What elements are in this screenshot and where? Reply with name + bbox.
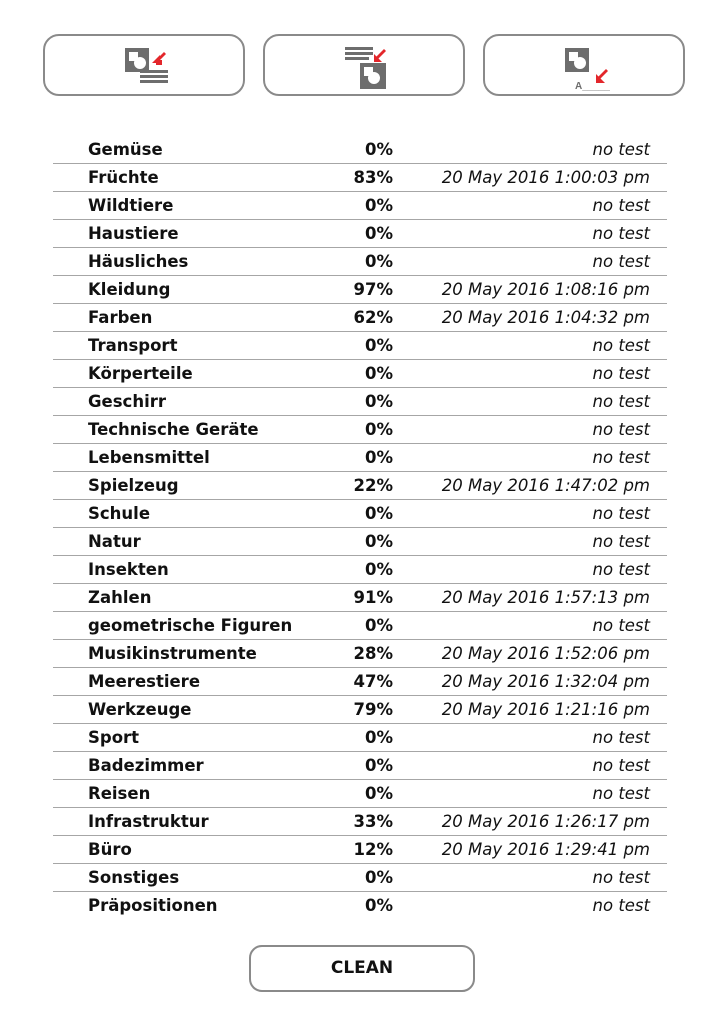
score-percent: 0% <box>364 196 393 215</box>
category-name: Präpositionen <box>88 896 218 915</box>
table-row <box>53 752 667 780</box>
category-name: Gemüse <box>88 140 163 159</box>
test-date: no test <box>592 532 650 551</box>
table-row <box>53 696 667 724</box>
table-row <box>53 640 667 668</box>
score-percent: 83% <box>353 168 393 187</box>
category-name: Infrastruktur <box>88 812 209 831</box>
table-row <box>53 612 667 640</box>
rename-button[interactable] <box>483 34 685 96</box>
test-date: 20 May 2016 1:04:32 pm <box>441 308 650 327</box>
score-percent: 0% <box>364 140 393 159</box>
rename-icon-text: A_____ <box>575 81 610 91</box>
table-row <box>53 864 667 892</box>
category-name: geometrische Figuren <box>88 616 293 635</box>
test-date: no test <box>592 784 650 803</box>
category-name: Schule <box>88 504 151 523</box>
score-percent: 0% <box>364 392 393 411</box>
test-date: no test <box>592 756 650 775</box>
table-row <box>53 360 667 388</box>
category-name: Körperteile <box>88 364 193 383</box>
test-date: 20 May 2016 1:00:03 pm <box>441 168 650 187</box>
test-date: 20 May 2016 1:08:16 pm <box>441 280 650 299</box>
score-percent: 12% <box>353 840 393 859</box>
table-row <box>53 472 667 500</box>
category-name: Zahlen <box>88 588 152 607</box>
score-percent: 0% <box>364 728 393 747</box>
category-name: Natur <box>88 532 141 551</box>
score-percent: 22% <box>353 476 393 495</box>
rename-icon <box>560 43 610 91</box>
category-name: Insekten <box>88 560 169 579</box>
category-name: Transport <box>88 336 178 355</box>
test-date: no test <box>592 252 650 271</box>
table-row <box>53 416 667 444</box>
category-name: Haustiere <box>88 224 179 243</box>
import-button[interactable] <box>263 34 465 96</box>
table-row <box>53 780 667 808</box>
table-row <box>53 528 667 556</box>
score-percent: 0% <box>364 336 393 355</box>
test-date: no test <box>592 448 650 467</box>
table-row <box>53 500 667 528</box>
test-date: 20 May 2016 1:26:17 pm <box>441 812 650 831</box>
table-row <box>53 724 667 752</box>
export-data-icon <box>120 43 170 91</box>
category-name: Sonstiges <box>88 868 180 887</box>
table-row <box>53 444 667 472</box>
test-date: no test <box>592 336 650 355</box>
test-date: no test <box>592 196 650 215</box>
table-row <box>53 248 667 276</box>
test-date: no test <box>592 560 650 579</box>
score-percent: 62% <box>353 308 393 327</box>
score-percent: 0% <box>364 616 393 635</box>
category-name: Kleidung <box>88 280 171 299</box>
category-name: Geschirr <box>88 392 167 411</box>
test-date: no test <box>592 224 650 243</box>
category-name: Meerestiere <box>88 672 201 691</box>
test-date: 20 May 2016 1:29:41 pm <box>441 840 650 859</box>
table-row <box>53 192 667 220</box>
table-row <box>53 892 667 919</box>
table-row <box>53 304 667 332</box>
clean-button[interactable]: CLEAN <box>249 945 475 992</box>
test-date: no test <box>592 140 650 159</box>
category-name: Reisen <box>88 784 151 803</box>
score-percent: 0% <box>364 420 393 439</box>
category-name: Badezimmer <box>88 756 204 775</box>
table-row <box>53 220 667 248</box>
test-date: no test <box>592 504 650 523</box>
score-percent: 0% <box>364 532 393 551</box>
export-button[interactable] <box>43 34 245 96</box>
score-percent: 0% <box>364 784 393 803</box>
table-row <box>53 164 667 192</box>
score-percent: 0% <box>364 364 393 383</box>
test-date: 20 May 2016 1:32:04 pm <box>441 672 650 691</box>
score-percent: 0% <box>364 756 393 775</box>
category-name: Farben <box>88 308 153 327</box>
category-name: Werkzeuge <box>88 700 192 719</box>
table-row <box>53 836 667 864</box>
category-name: Häusliches <box>88 252 189 271</box>
score-percent: 33% <box>353 812 393 831</box>
score-percent: 91% <box>353 588 393 607</box>
test-date: no test <box>592 868 650 887</box>
score-percent: 47% <box>353 672 393 691</box>
table-row <box>53 556 667 584</box>
table-row <box>53 136 667 164</box>
score-percent: 0% <box>364 504 393 523</box>
category-name: Wildtiere <box>88 196 174 215</box>
test-date: no test <box>592 728 650 747</box>
category-name: Musikinstrumente <box>88 644 257 663</box>
test-date: 20 May 2016 1:47:02 pm <box>441 476 650 495</box>
category-name: Technische Geräte <box>88 420 259 439</box>
category-name: Lebensmittel <box>88 448 210 467</box>
score-percent: 0% <box>364 448 393 467</box>
test-date: no test <box>592 392 650 411</box>
test-date: no test <box>592 616 650 635</box>
results-table <box>53 136 667 919</box>
score-percent: 79% <box>353 700 393 719</box>
test-date: no test <box>592 420 650 439</box>
test-date: 20 May 2016 1:21:16 pm <box>441 700 650 719</box>
test-date: 20 May 2016 1:52:06 pm <box>441 644 650 663</box>
score-percent: 28% <box>353 644 393 663</box>
category-name: Sport <box>88 728 140 747</box>
table-row <box>53 668 667 696</box>
score-percent: 0% <box>364 252 393 271</box>
table-row <box>53 584 667 612</box>
score-percent: 0% <box>364 896 393 915</box>
table-row <box>53 388 667 416</box>
score-percent: 0% <box>364 224 393 243</box>
category-name: Früchte <box>88 168 159 187</box>
table-row <box>53 808 667 836</box>
table-row <box>53 276 667 304</box>
category-name: Büro <box>88 840 132 859</box>
score-percent: 0% <box>364 560 393 579</box>
test-date: no test <box>592 364 650 383</box>
import-data-icon <box>340 43 390 91</box>
score-percent: 97% <box>353 280 393 299</box>
table-row <box>53 332 667 360</box>
category-name: Spielzeug <box>88 476 179 495</box>
test-date: 20 May 2016 1:57:13 pm <box>441 588 650 607</box>
test-date: no test <box>592 896 650 915</box>
score-percent: 0% <box>364 868 393 887</box>
